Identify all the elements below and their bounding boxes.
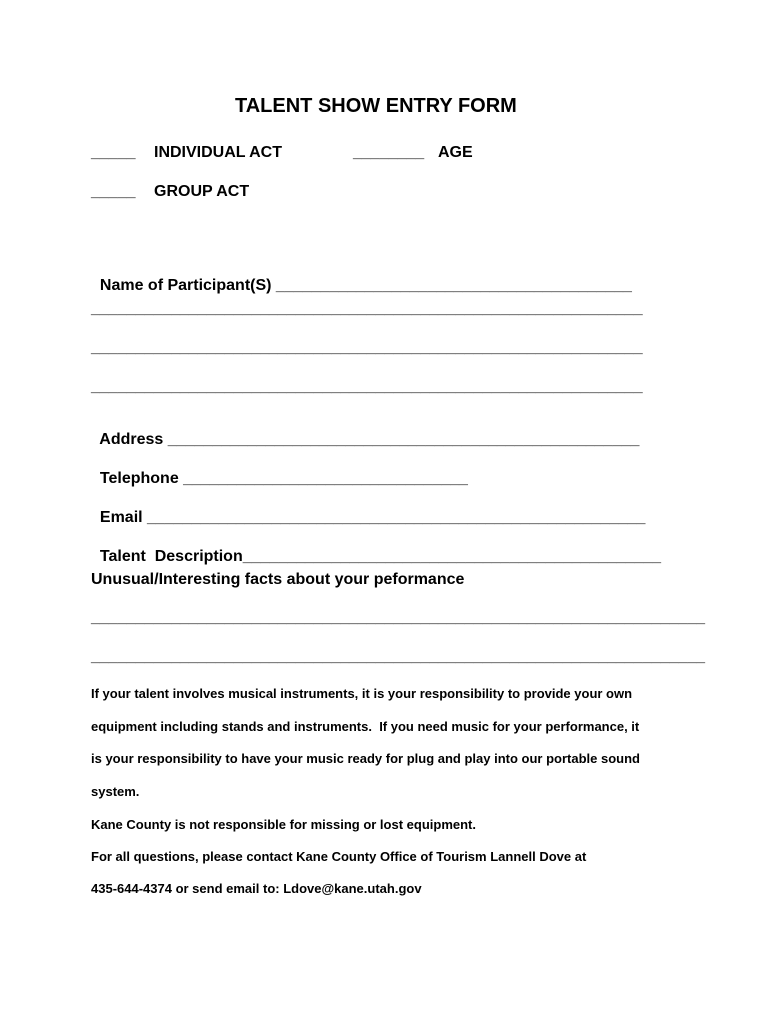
form-title: TALENT SHOW ENTRY FORM <box>235 95 517 117</box>
facts-line-2[interactable]: _____________________________________________________________________ <box>91 648 705 665</box>
talent-description-blank[interactable]: _______________________________________________ <box>242 548 661 565</box>
facts-line-1[interactable]: _____________________________________________________________________ <box>91 609 705 626</box>
facts-label: Unusual/Interesting facts about your peformance <box>91 571 465 588</box>
note-line-6: For all questions, please contact Kane County Office of Tourism Lannell Dove at <box>91 849 587 864</box>
group-act-label: GROUP ACT <box>154 183 250 200</box>
telephone-row <box>91 455 468 487</box>
telephone-blank[interactable]: ________________________________ <box>183 470 468 487</box>
address-row <box>91 416 639 448</box>
group-act-blank[interactable]: _____ <box>91 183 136 200</box>
age-blank[interactable]: ________ <box>353 144 425 161</box>
participant-extra-line-3[interactable]: ______________________________________________________________ <box>91 378 643 395</box>
address-label: Address <box>99 431 168 448</box>
note-line-2: equipment including stands and instruments. If you need music for your performance, it <box>91 719 640 734</box>
individual-act-blank[interactable]: _____ <box>91 144 136 161</box>
age-label: AGE <box>438 144 473 161</box>
participant-extra-line-1[interactable]: ______________________________________________________________ <box>91 300 643 317</box>
email-blank[interactable]: ________________________________________________________ <box>147 509 646 526</box>
participant-extra-line-2[interactable]: ______________________________________________________________ <box>91 339 643 356</box>
individual-act-label: INDIVIDUAL ACT <box>154 144 282 161</box>
note-line-7: 435-644-4374 or send email to: Ldove@kane.utah.gov <box>91 881 422 896</box>
participant-row <box>91 262 632 294</box>
email-row <box>91 494 645 526</box>
participant-blank[interactable]: ________________________________________ <box>275 277 632 294</box>
note-line-5: Kane County is not responsible for missing or lost equipment. <box>91 817 476 832</box>
address-blank[interactable]: _____________________________________________________ <box>167 431 640 448</box>
note-line-1: If your talent involves musical instruments, it is your responsibility to provide your own <box>91 686 633 701</box>
note-line-4: system. <box>91 784 140 799</box>
note-line-3: is your responsibility to have your music ready for plug and play into our portable sound <box>91 751 640 766</box>
email-label: Email <box>99 509 148 526</box>
talent-description-label: Talent Description <box>99 548 243 565</box>
talent-row <box>91 533 661 565</box>
telephone-label: Telephone <box>99 470 184 487</box>
participant-label: Name of Participant(S) <box>99 277 276 294</box>
